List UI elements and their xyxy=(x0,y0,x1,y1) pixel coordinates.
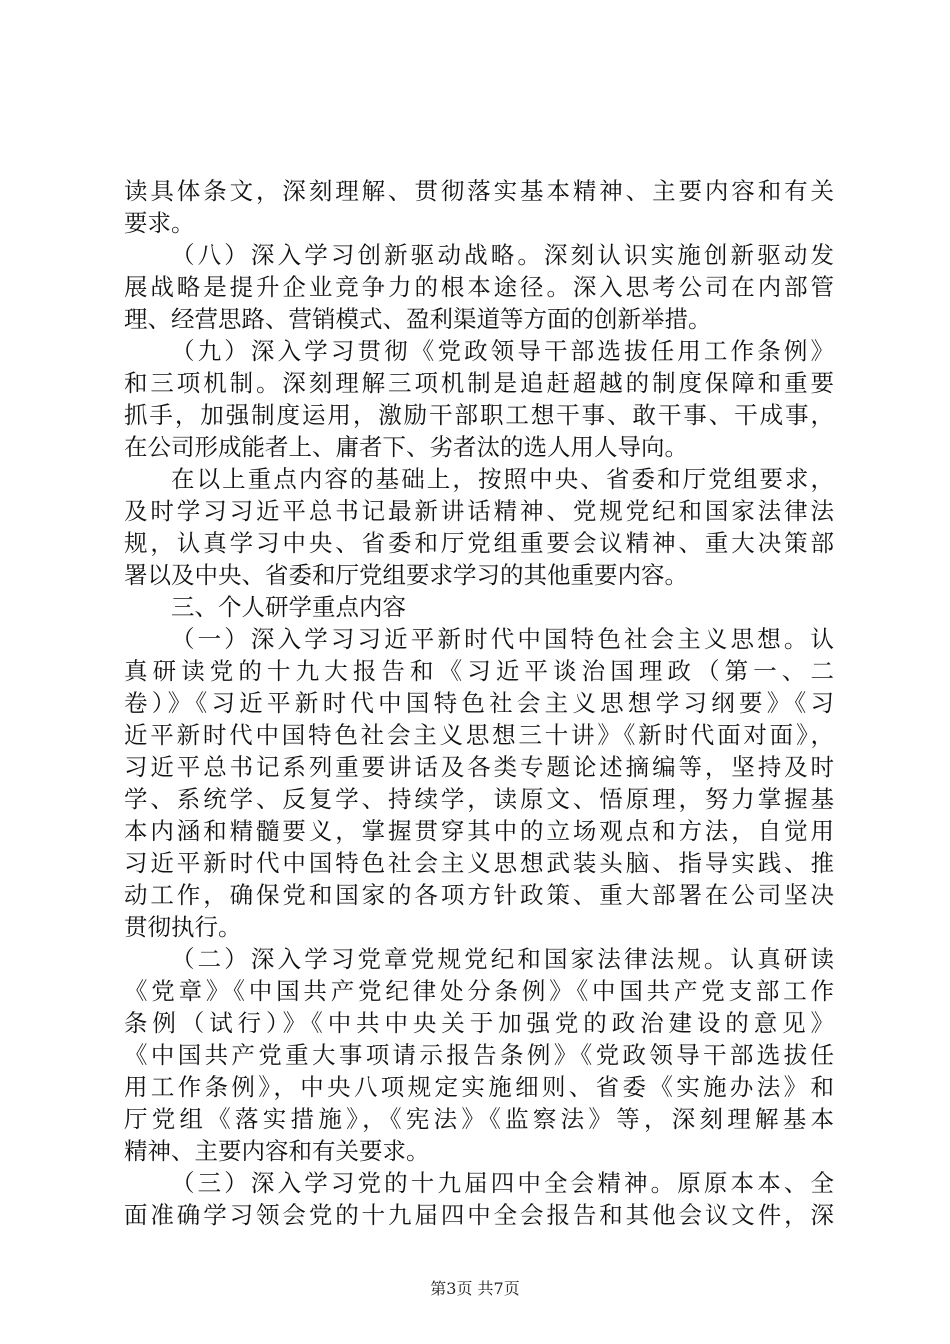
text-line: 面准确学习领会党的十九届四中全会报告和其他会议文件，深 xyxy=(124,1201,834,1229)
text-line: 理、经营思路、营销模式、盈利渠道等方面的创新举措。 xyxy=(124,305,712,333)
text-line: （二）深入学习党章党规党纪和国家法律法规。认真研读 xyxy=(171,945,834,973)
text-line: （三）深入学习党的十九届四中全会精神。原原本本、全 xyxy=(171,1169,834,1197)
text-line: 近平新时代中国特色社会主义思想三十讲》《新时代面对面》， xyxy=(124,721,834,749)
text-line: 真研读党的十九大报告和《习近平谈治国理政（第一、二 xyxy=(124,657,834,685)
text-line: 精神、主要内容和有关要求。 xyxy=(124,1137,430,1165)
text-line: 读具体条文，深刻理解、贯彻落实基本精神、主要内容和有关 xyxy=(124,177,834,205)
text-line: 抓手，加强制度运用，激励干部职工想干事、敢干事、干成事， xyxy=(124,401,834,429)
text-line: 三、个人研学重点内容 xyxy=(171,593,406,621)
text-line: 《党章》《中国共产党纪律处分条例》《中国共产党支部工作 xyxy=(124,977,834,1005)
text-line: （一）深入学习习近平新时代中国特色社会主义思想。认 xyxy=(171,625,834,653)
text-line: 要求。 xyxy=(124,209,195,237)
text-line: 本内涵和精髓要义，掌握贯穿其中的立场观点和方法，自觉用 xyxy=(124,817,834,845)
text-line: 《中国共产党重大事项请示报告条例》《党政领导干部选拔任 xyxy=(124,1041,834,1069)
text-line: 及时学习习近平总书记最新讲话精神、党规党纪和国家法律法 xyxy=(124,497,834,525)
text-line: 学、系统学、反复学、持续学，读原文、悟原理，努力掌握基 xyxy=(124,785,834,813)
text-line: 规，认真学习中央、省委和厅党组重要会议精神、重大决策部 xyxy=(124,529,834,557)
text-line: （八）深入学习创新驱动战略。深刻认识实施创新驱动发 xyxy=(171,241,834,269)
text-line: 用工作条例》，中央八项规定实施细则、省委《实施办法》和 xyxy=(124,1073,834,1101)
text-line: 卷）》《习近平新时代中国特色社会主义思想学习纲要》《习 xyxy=(124,689,834,717)
text-line: 在公司形成能者上、庸者下、劣者汰的选人用人导向。 xyxy=(124,433,688,461)
text-line: 展战略是提升企业竞争力的根本途径。深入思考公司在内部管 xyxy=(124,273,834,301)
page-footer: 第3页 共7页 xyxy=(430,1279,520,1298)
text-line: 条例（试行）》《中共中央关于加强党的政治建设的意见》 xyxy=(124,1009,834,1037)
text-line: （九）深入学习贯彻《党政领导干部选拔任用工作条例》 xyxy=(171,337,834,365)
text-line: 厅党组《落实措施》，《宪法》《监察法》等，深刻理解基本 xyxy=(124,1105,834,1133)
text-line: 习近平总书记系列重要讲话及各类专题论述摘编等，坚持及时 xyxy=(124,753,834,781)
text-line: 在以上重点内容的基础上，按照中央、省委和厅党组要求， xyxy=(171,465,834,493)
text-line: 贯彻执行。 xyxy=(124,913,242,941)
text-line: 习近平新时代中国特色社会主义思想武装头脑、指导实践、推 xyxy=(124,849,834,877)
document-body xyxy=(124,175,834,1231)
text-line: 动工作，确保党和国家的各项方针政策、重大部署在公司坚决 xyxy=(124,881,834,909)
text-line: 署以及中央、省委和厅党组要求学习的其他重要内容。 xyxy=(124,561,688,589)
text-line: 和三项机制。深刻理解三项机制是追赶超越的制度保障和重要 xyxy=(124,369,834,397)
